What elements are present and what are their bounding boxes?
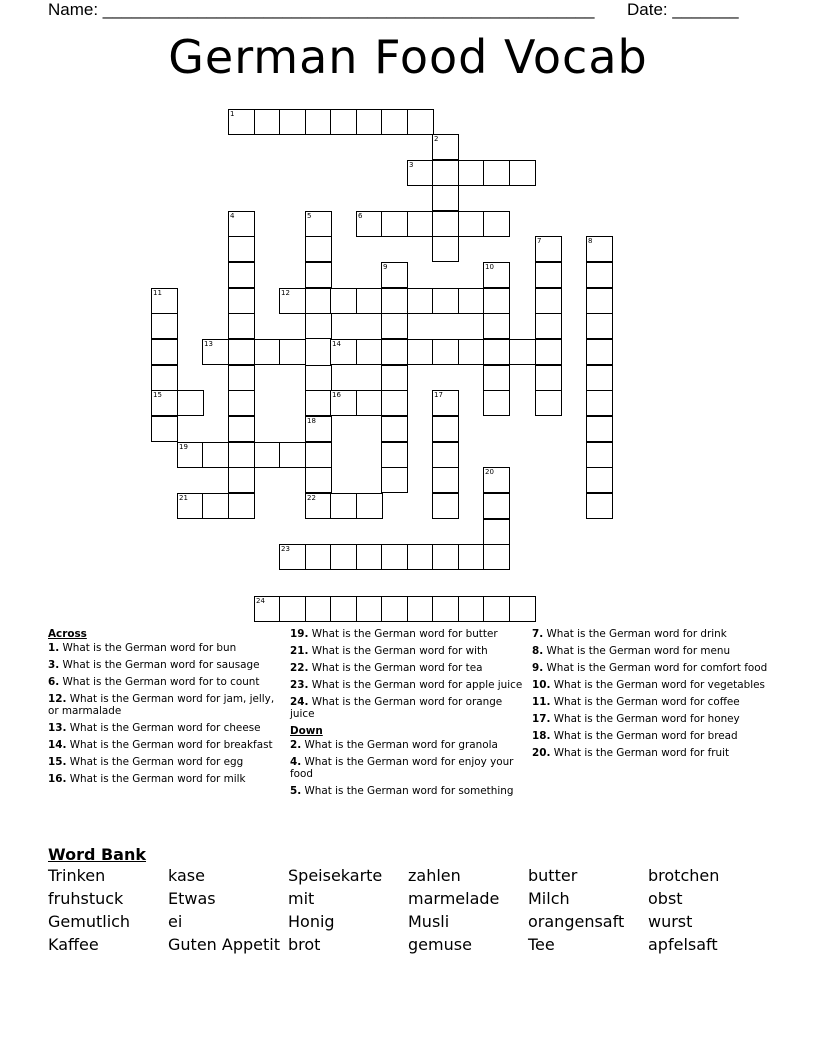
- clue-text: What is the German word for with: [308, 645, 488, 657]
- grid-cell: [305, 236, 332, 262]
- clue-number: 2: [434, 135, 439, 143]
- clue: [532, 713, 768, 725]
- clue-number: 23: [281, 545, 290, 553]
- grid-cell: [509, 596, 536, 622]
- word-bank-word: gemuse: [408, 935, 472, 954]
- grid-cell: [458, 596, 485, 622]
- clue: [48, 693, 276, 717]
- clue-number-label: 4.: [290, 756, 302, 768]
- clue: [532, 662, 768, 674]
- grid-cell: [407, 288, 434, 314]
- clue-number: 7: [537, 237, 542, 245]
- grid-cell: [509, 339, 536, 365]
- grid-cell: [228, 365, 255, 391]
- grid-cell: [535, 313, 562, 339]
- grid-cell: [586, 365, 613, 391]
- grid-cell: [228, 390, 255, 416]
- grid-cell: [535, 236, 562, 262]
- grid-cell: [202, 442, 229, 468]
- clue-text: What is the German word for granola: [301, 739, 498, 751]
- clue-number: 21: [179, 494, 188, 502]
- word-bank-word: Kaffee: [48, 935, 99, 954]
- word-bank-word: butter: [528, 866, 578, 885]
- grid-cell: [432, 211, 459, 237]
- grid-cell: [586, 236, 613, 262]
- grid-cell: [483, 262, 510, 288]
- grid-cell: [586, 288, 613, 314]
- word-bank-word: fruhstuck: [48, 889, 124, 908]
- name-field-label: Name: ____________________________________________________: [48, 0, 595, 19]
- clue-text: What is the German word for orange juice: [290, 696, 503, 720]
- grid-cell: [305, 544, 332, 570]
- grid-cell: [356, 544, 383, 570]
- grid-cell: [305, 313, 332, 339]
- clue-number-label: 8.: [532, 645, 544, 657]
- clue-text: What is the German word for milk: [66, 773, 246, 785]
- grid-cell: [228, 211, 255, 237]
- grid-cell: [381, 109, 408, 135]
- grid-cell: [177, 390, 204, 416]
- word-bank-word: Etwas: [168, 889, 216, 908]
- grid-cell: [228, 109, 255, 135]
- clue-text: What is the German word for enjoy your food: [290, 756, 514, 780]
- clue-text: What is the German word for vegetables: [550, 679, 765, 691]
- clue-number-label: 1.: [48, 642, 60, 654]
- grid-cell: [381, 365, 408, 391]
- clue-text: What is the German word for tea: [308, 662, 483, 674]
- grid-cell: [177, 442, 204, 468]
- clue-text: What is the German word for cheese: [66, 722, 261, 734]
- word-bank-word: Gemutlich: [48, 912, 131, 931]
- grid-cell: [483, 596, 510, 622]
- grid-cell: [535, 339, 562, 365]
- clue: [290, 628, 526, 640]
- grid-cell: [254, 109, 281, 135]
- grid-cell: [305, 109, 332, 135]
- clue: [48, 773, 276, 785]
- grid-cell: [535, 365, 562, 391]
- grid-cell: [228, 262, 255, 288]
- grid-cell: [381, 313, 408, 339]
- grid-cell: [305, 211, 332, 237]
- clue: [290, 662, 526, 674]
- clue-number-label: 12.: [48, 693, 67, 705]
- clue-text: What is the German word for apple juice: [308, 679, 523, 691]
- clue-number-label: 7.: [532, 628, 544, 640]
- clue-text: What is the German word for sausage: [59, 659, 260, 671]
- word-bank-word: brot: [288, 935, 321, 954]
- grid-cell: [330, 544, 357, 570]
- clue-text: What is the German word for butter: [308, 628, 498, 640]
- grid-cell: [356, 211, 383, 237]
- grid-cell: [586, 313, 613, 339]
- across-heading: Across: [48, 628, 87, 640]
- grid-cell: [279, 288, 306, 314]
- grid-cell: [151, 339, 178, 365]
- grid-cell: [151, 365, 178, 391]
- clue-number-label: 17.: [532, 713, 551, 725]
- clue-number: 18: [307, 417, 316, 425]
- grid-cell: [432, 236, 459, 262]
- grid-cell: [458, 160, 485, 186]
- clue: [290, 696, 526, 720]
- grid-cell: [381, 339, 408, 365]
- clue-number: 9: [383, 263, 388, 271]
- word-bank-word: kase: [168, 866, 205, 885]
- word-bank-word: wurst: [648, 912, 693, 931]
- clue: [48, 659, 276, 671]
- grid-cell: [407, 596, 434, 622]
- clue-number-label: 14.: [48, 739, 67, 751]
- grid-cell: [254, 596, 281, 622]
- grid-cell: [458, 288, 485, 314]
- grid-cell: [228, 339, 255, 365]
- grid-cell: [330, 596, 357, 622]
- clue-number-label: 22.: [290, 662, 309, 674]
- grid-cell: [483, 544, 510, 570]
- grid-cell: [432, 467, 459, 493]
- clue-text: What is the German word for egg: [66, 756, 244, 768]
- clue-text: What is the German word for menu: [543, 645, 731, 657]
- grid-cell: [535, 390, 562, 416]
- grid-cell: [151, 313, 178, 339]
- clue: [48, 756, 276, 768]
- clue-number-label: 6.: [48, 676, 60, 688]
- grid-cell: [228, 442, 255, 468]
- clue-number: 20: [485, 468, 494, 476]
- word-bank-word: Honig: [288, 912, 335, 931]
- clue-number-label: 11.: [532, 696, 551, 708]
- grid-cell: [458, 339, 485, 365]
- clue-number: 12: [281, 289, 290, 297]
- clue-number: 13: [204, 340, 213, 348]
- grid-cell: [356, 596, 383, 622]
- grid-cell: [407, 339, 434, 365]
- grid-cell: [202, 493, 229, 519]
- grid-cell: [305, 493, 332, 519]
- grid-cell: [279, 596, 306, 622]
- grid-cell: [432, 442, 459, 468]
- grid-cell: [483, 211, 510, 237]
- clue-text: What is the German word for jam, jelly, or marmalade: [48, 693, 275, 717]
- grid-cell: [483, 339, 510, 365]
- clue-number: 1: [230, 110, 235, 118]
- word-bank-word: orangensaft: [528, 912, 625, 931]
- clue: [290, 785, 526, 797]
- grid-cell: [305, 365, 332, 391]
- word-bank-word: brotchen: [648, 866, 720, 885]
- clue: [48, 722, 276, 734]
- clue: [290, 756, 526, 780]
- grid-cell: [407, 109, 434, 135]
- grid-cell: [356, 493, 383, 519]
- clue: [48, 676, 276, 688]
- grid-cell: [407, 544, 434, 570]
- clue-text: What is the German word for fruit: [550, 747, 730, 759]
- down-heading: Down: [290, 725, 323, 737]
- clue-number: 3: [409, 161, 414, 169]
- clue-number: 17: [434, 391, 443, 399]
- word-bank-title: Word Bank: [48, 845, 147, 864]
- clue-number-label: 2.: [290, 739, 302, 751]
- clue-number-label: 13.: [48, 722, 67, 734]
- grid-cell: [483, 493, 510, 519]
- grid-cell: [407, 211, 434, 237]
- clue: [532, 645, 768, 657]
- clue: [532, 747, 768, 759]
- grid-cell: [305, 390, 332, 416]
- clue-number: 19: [179, 443, 188, 451]
- clue-number-label: 18.: [532, 730, 551, 742]
- grid-cell: [279, 442, 306, 468]
- grid-cell: [228, 288, 255, 314]
- grid-cell: [356, 339, 383, 365]
- grid-cell: [330, 339, 357, 365]
- grid-cell: [228, 493, 255, 519]
- grid-cell: [432, 493, 459, 519]
- clue-text: What is the German word for honey: [550, 713, 740, 725]
- grid-cell: [305, 288, 332, 314]
- clue-number-label: 16.: [48, 773, 67, 785]
- clue-number-label: 19.: [290, 628, 309, 640]
- word-bank-word: apfelsaft: [648, 935, 718, 954]
- clue-number-label: 20.: [532, 747, 551, 759]
- grid-cell: [381, 544, 408, 570]
- grid-cell: [151, 288, 178, 314]
- grid-cell: [432, 544, 459, 570]
- clue-text: What is the German word for comfort food: [543, 662, 768, 674]
- grid-cell: [279, 544, 306, 570]
- clue: [532, 679, 768, 691]
- grid-cell: [228, 467, 255, 493]
- clue: [290, 739, 526, 751]
- clue-text: What is the German word for bun: [59, 642, 237, 654]
- grid-cell: [381, 416, 408, 442]
- clue-text: What is the German word for coffee: [550, 696, 740, 708]
- grid-cell: [432, 185, 459, 211]
- word-bank-word: Speisekarte: [288, 866, 383, 885]
- grid-cell: [254, 339, 281, 365]
- grid-cell: [305, 596, 332, 622]
- grid-cell: [458, 211, 485, 237]
- across-clues-column: [48, 628, 276, 790]
- word-bank-word: Musli: [408, 912, 450, 931]
- clue-number: 10: [485, 263, 494, 271]
- grid-cell: [483, 519, 510, 545]
- grid-cell: [305, 262, 332, 288]
- grid-cell: [356, 288, 383, 314]
- clue-number: 24: [256, 597, 265, 605]
- grid-cell: [586, 467, 613, 493]
- grid-cell: [483, 365, 510, 391]
- grid-cell: [432, 416, 459, 442]
- grid-cell: [177, 493, 204, 519]
- clue: [48, 739, 276, 751]
- clue-number-label: 15.: [48, 756, 67, 768]
- grid-cell: [483, 390, 510, 416]
- grid-cell: [407, 160, 434, 186]
- grid-cell: [279, 339, 306, 365]
- grid-cell: [586, 339, 613, 365]
- clue-number: 8: [588, 237, 593, 245]
- clue-number-label: 10.: [532, 679, 551, 691]
- clue-number: 15: [153, 391, 162, 399]
- grid-cell: [586, 262, 613, 288]
- grid-cell: [509, 160, 536, 186]
- grid-cell: [586, 442, 613, 468]
- clue-text: What is the German word for something: [301, 785, 514, 797]
- grid-cell: [483, 160, 510, 186]
- grid-cell: [330, 390, 357, 416]
- grid-cell: [228, 416, 255, 442]
- clue-number: 5: [307, 212, 312, 220]
- clues-column-middle: [290, 628, 526, 802]
- date-field-label: Date: _______: [627, 0, 739, 19]
- grid-cell: [381, 390, 408, 416]
- page-title: German Food Vocab: [168, 30, 648, 84]
- grid-cell: [432, 339, 459, 365]
- clue-text: What is the German word for breakfast: [66, 739, 273, 751]
- grid-cell: [330, 109, 357, 135]
- grid-cell: [432, 390, 459, 416]
- grid-cell: [151, 390, 178, 416]
- grid-cell: [535, 262, 562, 288]
- grid-cell: [483, 467, 510, 493]
- grid-cell: [458, 544, 485, 570]
- grid-cell: [305, 416, 332, 442]
- grid-cell: [330, 493, 357, 519]
- clue: [48, 642, 276, 654]
- clue-number: 4: [230, 212, 235, 220]
- word-bank-word: ei: [168, 912, 183, 931]
- grid-cell: [381, 442, 408, 468]
- grid-cell: [432, 160, 459, 186]
- clue-text: What is the German word for to count: [59, 676, 260, 688]
- clue-text: What is the German word for drink: [543, 628, 727, 640]
- grid-cell: [151, 416, 178, 442]
- word-bank-word: Trinken: [48, 866, 106, 885]
- grid-cell: [228, 236, 255, 262]
- grid-cell: [483, 313, 510, 339]
- grid-cell: [586, 493, 613, 519]
- clue-number-label: 23.: [290, 679, 309, 691]
- clue: [290, 679, 526, 691]
- down-clues-column: [532, 628, 768, 764]
- clue-number: 16: [332, 391, 341, 399]
- grid-cell: [586, 390, 613, 416]
- clue-number: 11: [153, 289, 162, 297]
- word-bank-word: Milch: [528, 889, 570, 908]
- clue-text: What is the German word for bread: [550, 730, 738, 742]
- grid-cell: [381, 262, 408, 288]
- grid-cell: [381, 596, 408, 622]
- word-bank-word: obst: [648, 889, 683, 908]
- word-bank-word: zahlen: [408, 866, 461, 885]
- clue-number: 6: [358, 212, 363, 220]
- clue-number-label: 3.: [48, 659, 60, 671]
- word-bank-word: Guten Appetit: [168, 935, 280, 954]
- clue: [532, 696, 768, 708]
- grid-cell: [228, 313, 255, 339]
- clue-number: 22: [307, 494, 316, 502]
- grid-cell: [356, 390, 383, 416]
- word-bank-word: mit: [288, 889, 315, 908]
- grid-cell: [381, 211, 408, 237]
- word-bank-word: Tee: [528, 935, 555, 954]
- grid-cell: [305, 467, 332, 493]
- grid-cell: [432, 134, 459, 160]
- grid-cell: [381, 288, 408, 314]
- grid-cell: [279, 109, 306, 135]
- grid-cell: [535, 288, 562, 314]
- clue: [532, 628, 768, 640]
- clue-number: 14: [332, 340, 341, 348]
- clue-number-label: 9.: [532, 662, 544, 674]
- grid-cell: [305, 442, 332, 468]
- clue-number-label: 21.: [290, 645, 309, 657]
- clue: [532, 730, 768, 742]
- grid-cell: [432, 596, 459, 622]
- clue-number-label: 5.: [290, 785, 302, 797]
- clue: [290, 645, 526, 657]
- grid-cell: [330, 288, 357, 314]
- grid-cell: [356, 109, 383, 135]
- word-bank-word: marmelade: [408, 889, 500, 908]
- grid-cell: [483, 288, 510, 314]
- grid-cell: [254, 442, 281, 468]
- clue-number-label: 24.: [290, 696, 309, 708]
- grid-cell: [381, 467, 408, 493]
- grid-cell: [202, 339, 229, 365]
- grid-cell: [586, 416, 613, 442]
- grid-cell: [432, 288, 459, 314]
